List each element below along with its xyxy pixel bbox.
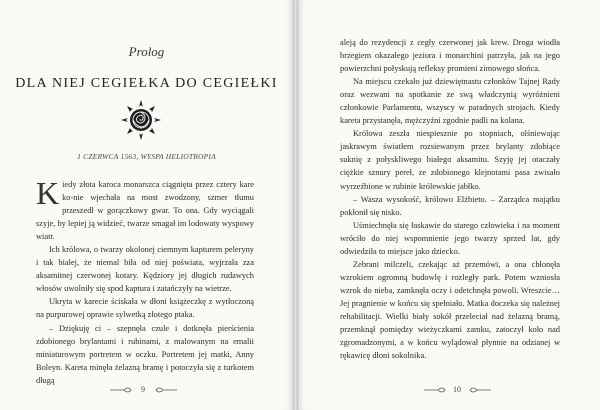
page-number: 9 <box>141 385 145 394</box>
left-page-body <box>36 175 254 387</box>
paragraph: aleją do rezydencji z cegły czerwonej jak krew. Droga wiodła brzegiem okazałego jeziora i monarchini patrzyła, jak na jego powierzchni połyskują refleksy promieni zimowego słońca. <box>340 38 560 74</box>
paragraph: Ukryta w karecie ściskała w dłoni książeczkę z wytłoczoną na purpurowej oprawie sylwetką złotego ptaka. <box>36 297 254 320</box>
dropcap: K <box>36 175 60 211</box>
left-page <box>0 0 293 410</box>
paragraph: Ich królowa, o twarzy okolonej ciemnym kapturem peleryny i tak białej, że niemal biła od niej poświata, wyjrzała zza aksamitnej czerwonej kotary. Kędziory jej długich rudawych włosów uwolniły się spod kaptura i zatańczyły na wietrze. <box>36 245 254 294</box>
rose-ornament-icon <box>120 99 162 141</box>
paragraph: Królowa zeszła niespiesznie po stopniach, olśniewając jaskrawym światłem rozsiewanym przez brylanty zdobiące suknię z połyskliwego białego aksamitu. Szyję jej otaczały ciężkie sznury pereł, ze zdobionego klejnotami pasa zwisało wyrzeźbione w rubinie królewskie jabłko. <box>340 129 560 191</box>
date-line: 1 CZERWCA 1563, WYSPA HELIOTROPIA <box>77 152 216 161</box>
page-number: 10 <box>453 385 461 394</box>
paragraph: iedy złota karoca monarszca ciągnięta przez cztery kare ko-nie wjechała na most zwodzony, szmer tłumu przeszedł w gorączkowy gwar. To ona. Gdy wyciągali szyje, by lepiej ją widzieć, twarze smagał im lodowaty wyspowy wiatr. <box>36 180 254 242</box>
paragraph: – Wasza wysokość, królowo Elżbieto. – Zarządca majątku pokłonił się nisko. <box>340 194 560 217</box>
paragraph: Zebrani milczeli, czekając aż przemówi, a ona chłonęła wzrokiem ogromną budowlę i rozległy park. Potem wzniosła wzrok do nieba, zamknęła oczy i odetchnęła powoli. Wreszcie… Jej pragnienie w końcu się spełniało. Matka doczeka się należnej rehabilitacji. Wielki biały sokół przeleciał nad żelazną bramą, przemknął pomiędzy wieżyczkami zamku, zatoczył koło nad zgromadzonymi, a w końcu wylądował płynnie na odzianej w rękawicę dłoni sokolnika. <box>340 259 560 361</box>
paragraph: Uśmiechnęła się łaskawie do starego człowieka i na moment wróciło do niej wspomnienie jego twarzy sprzed lat, gdy odwiedziła to miejsce jako dziecko. <box>340 220 560 256</box>
flourish-icon <box>424 386 446 394</box>
prolog-heading: Prolog <box>128 44 165 59</box>
flourish-icon <box>110 386 132 394</box>
chapter-title: DLA NIEJ CEGIEŁKA DO CEGIEŁKI <box>15 76 278 91</box>
flourish-icon <box>469 386 491 394</box>
paragraph: Na miejscu czekało już dziewiętnastu członków Tajnej Rady oraz wezwani na spotkanie ze swą władczynią wyróżnieni członkowie Parlamentu, wszyscy w paradnych strojach. Kiedy kareta przystanęła, mężczyźni zgodnie padli na kolana. <box>340 77 560 126</box>
paragraph: – Dziękuję ci – szepnęła czule i dotknęła pierścienia zdobionego brylantami i rubinami, z malowanym na emalii miniaturowym portretem w oczku. Portretem jej matki, Anny Boleyn. Kareta minęła żelazną bramę i potoczyła się z turkotem długą <box>36 323 254 385</box>
flourish-icon <box>155 386 177 394</box>
right-page-body <box>340 36 560 362</box>
